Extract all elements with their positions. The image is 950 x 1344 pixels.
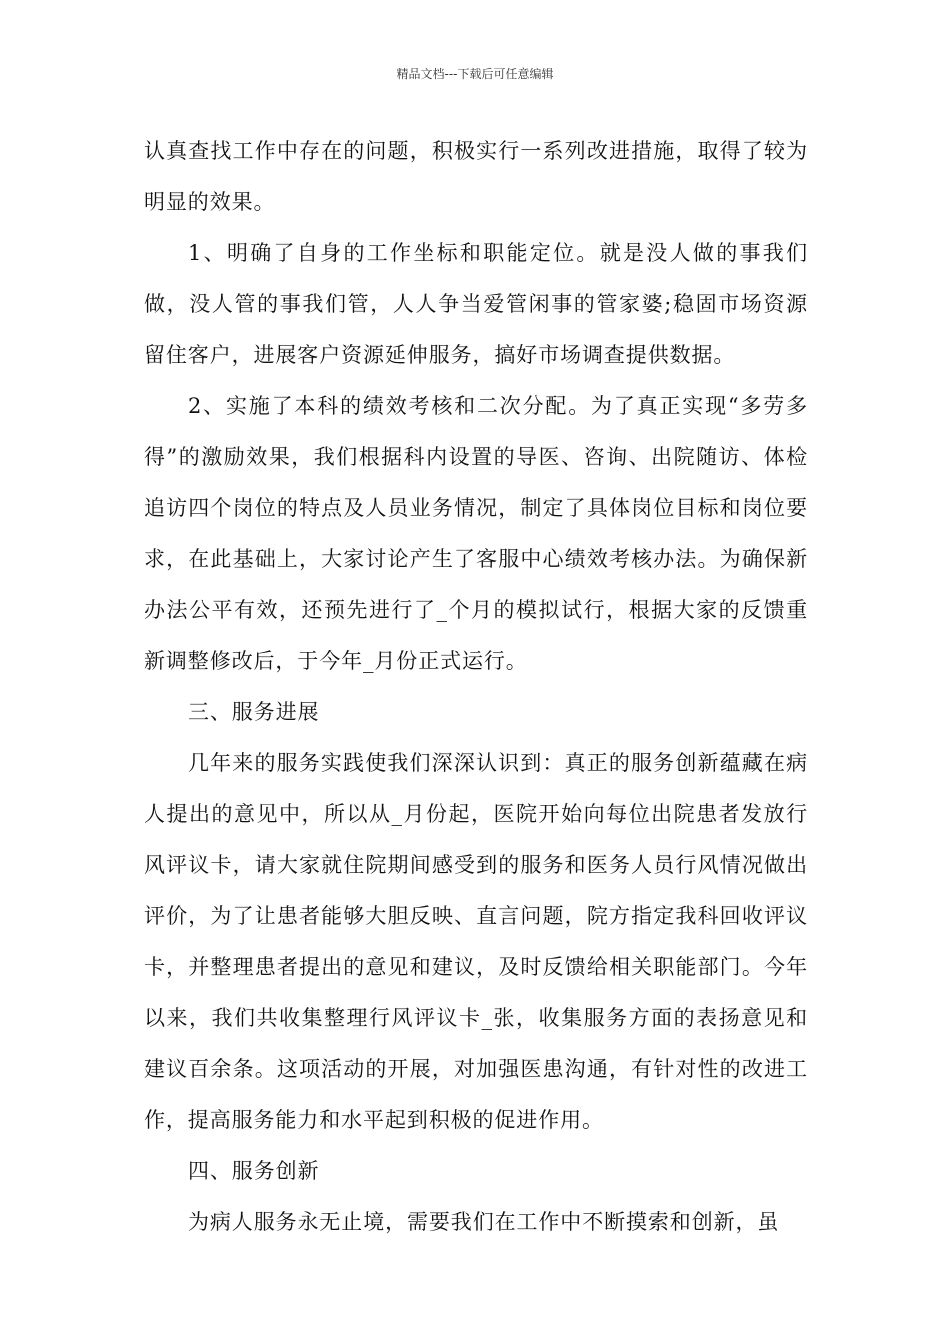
paragraph-continuation: 认真查找工作中存在的问题，积极实行一系列改进措施，取得了较为明显的效果。 <box>144 139 808 214</box>
section-heading-4: 四、服务创新 <box>188 1159 320 1183</box>
document-body <box>144 126 808 1248</box>
page-header: 精品文档---下载后可任意编辑 <box>396 67 554 81</box>
paragraph-item-1: 1、明确了自身的工作坐标和职能定位。就是没人做的事我们做，没人管的事我们管，人人争当爱管闲事的管家婆;稳固市场资源留住客户，进展客户资源延伸服务，搞好市场调查提供数据。 <box>144 241 808 367</box>
section-heading-3: 三、服务进展 <box>188 700 320 724</box>
paragraph-service-innovation: 为病人服务永无止境，需要我们在工作中不断摸索和创新，虽 <box>188 1210 780 1234</box>
paragraph-service-progress: 几年来的服务实践使我们深深认识到：真正的服务创新蕴藏在病人提出的意见中，所以从_月份起，医院开始向每位出院患者发放行风评议卡，请大家就住院期间感受到的服务和医务人员行风情况做出评价，为了让患者能够大胆反映、直言问题，院方指定我科回收评议卡，并整理患者提出的意见和建议，及时反馈给相关职能部门。今年以来，我们共收集整理行风评议卡_张，收集服务方面的表扬意见和建议百余条。这项活动的开展，对加强医患沟通，有针对性的改进工作，提高服务能力和水平起到积极的促进作用。 <box>144 751 808 1132</box>
paragraph-item-2: 2、实施了本科的绩效考核和二次分配。为了真正实现“多劳多得”的激励效果，我们根据科内设置的导医、咨询、出院随访、体检追访四个岗位的特点及人员业务情况，制定了具体岗位目标和岗位要求，在此基础上，大家讨论产生了客服中心绩效考核办法。为确保新办法公平有效，还预先进行了_个月的模拟试行，根据大家的反馈重新调整修改后，于今年_月份正式运行。 <box>144 394 808 673</box>
